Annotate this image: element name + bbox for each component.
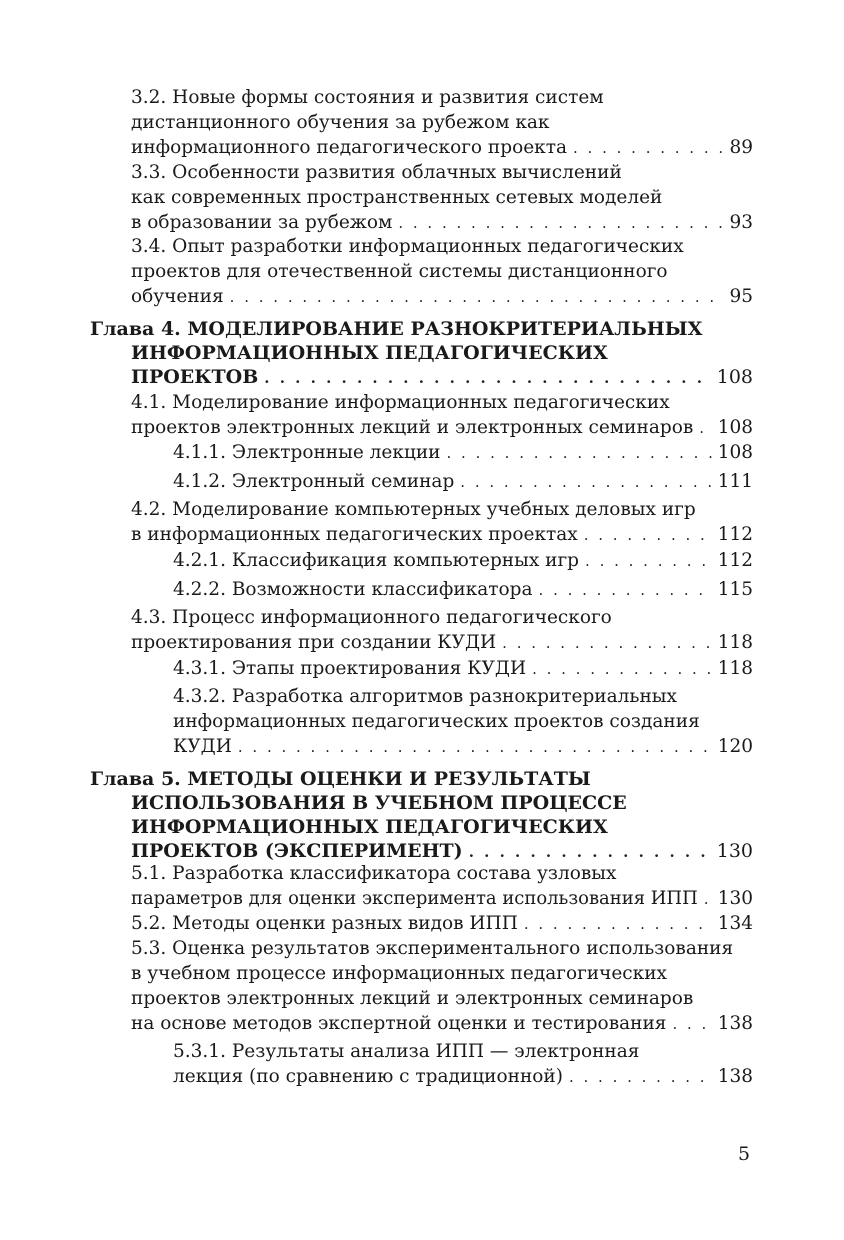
toc-chapter-5: [90, 767, 753, 863]
dot-leader: [460, 470, 713, 495]
chapter-title: ПРОЕКТОВ (ЭКСПЕРИМЕНТ): [131, 840, 463, 862]
toc-entry-4-2-1: [173, 548, 753, 573]
dot-leader: [585, 549, 714, 574]
chapter-title: Глава 4. МОДЕЛИРОВАНИЕ РАЗНОКРИТЕРИАЛЬНЫХ: [90, 318, 703, 340]
toc-entry-text: 4.1.1. Электронные лекции: [173, 442, 441, 463]
chapter-title: ИНФОРМАЦИОННЫХ ПЕДАГОГИЧЕСКИХ: [131, 816, 608, 838]
toc-entry-text: дистанционного обучения за рубежом как: [131, 112, 550, 133]
toc-entry-5-3-1: [173, 1039, 753, 1089]
toc-entry-4-1-1: [173, 440, 753, 465]
dot-leader: [447, 441, 714, 466]
toc-page-number: 118: [717, 632, 753, 653]
toc-entry-text: 5.2. Методы оценки разных видов ИПП: [131, 913, 518, 934]
toc-page-number: 93: [729, 212, 753, 233]
toc-entry-text: 4.3. Процесс информационного педагогического: [131, 607, 612, 628]
dot-leader: [264, 366, 712, 390]
toc-page-number: 118: [717, 658, 753, 679]
dot-leader: [539, 578, 714, 603]
dot-leader: [524, 912, 714, 937]
toc-entry-text: обучения: [131, 286, 224, 307]
toc-page-number: 138: [717, 1066, 753, 1087]
toc-entry-text: 4.2.1. Классификация компьютерных игр: [173, 550, 580, 571]
toc-page-number: 138: [717, 1013, 753, 1034]
dot-leader: [584, 523, 714, 548]
toc-entry-text: в информационных педагогических проектах: [131, 524, 578, 545]
toc-page-number: 134: [717, 913, 753, 934]
toc-entry-text: КУДИ: [173, 736, 232, 757]
dot-leader: [230, 285, 726, 310]
chapter-title: ИСПОЛЬЗОВАНИЯ В УЧЕБНОМ ПРОЦЕССЕ: [131, 792, 627, 814]
toc-entry-text: проектов электронных лекций и электронных семинаров: [131, 417, 694, 438]
toc-page-number: 108: [717, 442, 753, 463]
page-number: 5: [738, 1143, 751, 1165]
chapter-title: ИНФОРМАЦИОННЫХ ПЕДАГОГИЧЕСКИХ: [131, 342, 608, 364]
toc-entry-4-3: [131, 605, 753, 655]
toc-page-number: 115: [717, 579, 753, 600]
toc-entry-text: проектов для отечественной системы дистанционного: [131, 261, 668, 282]
toc-page-number: 111: [717, 471, 753, 492]
dot-leader: [699, 416, 713, 441]
toc-entry-3-2: [131, 85, 753, 160]
toc-entry-text: проектов электронных лекций и электронных семинаров: [131, 988, 694, 1009]
toc-entry-text: 5.3.1. Результаты анализа ИПП — электронная: [173, 1041, 640, 1062]
dot-leader: [704, 887, 714, 912]
toc-page-number: 130: [716, 840, 753, 862]
toc-entry-text: параметров для оценки эксперимента использования ИПП: [131, 888, 698, 909]
toc-entry-text: 4.3.2. Разработка алгоритмов разнокритериальных: [173, 686, 677, 707]
toc-entry-text: 4.2. Моделирование компьютерных учебных деловых игр: [131, 499, 696, 520]
dot-leader: [569, 1065, 714, 1090]
toc-entry-text: 5.3. Оценка результатов экспериментального использования: [131, 938, 734, 959]
toc-entry-4-1: [131, 390, 753, 440]
dot-leader: [502, 631, 714, 656]
chapter-title: Глава 5. МЕТОДЫ ОЦЕНКИ И РЕЗУЛЬТАТЫ: [90, 768, 591, 790]
toc-page-number: 112: [717, 550, 753, 571]
dot-leader: [672, 1012, 713, 1037]
toc-entry-text: информационного педагогического проекта: [131, 137, 568, 158]
toc-entry-text: информационных педагогических проектов создания: [173, 711, 700, 732]
toc-entry-3-4: [131, 234, 753, 309]
dot-leader: [532, 657, 714, 682]
toc-entry-4-3-2: [173, 684, 753, 759]
toc-entry-4-2-2: [173, 577, 753, 602]
toc-page-number: 130: [717, 888, 753, 909]
toc-entry-4-1-2: [173, 469, 753, 494]
toc-entry-text: 4.1. Моделирование информационных педагогических: [131, 392, 670, 413]
toc-entry-text: на основе методов экспертной оценки и тестирования: [131, 1013, 667, 1034]
toc-page-number: 112: [717, 524, 753, 545]
dot-leader: [238, 735, 714, 760]
toc-entry-text: в образовании за рубежом: [131, 212, 393, 233]
toc-entry-text: в учебном процессе информационных педагогических: [131, 963, 667, 984]
toc-page-number: 108: [716, 366, 753, 388]
toc-chapter-4: [90, 317, 753, 389]
toc-entry-text: 4.1.2. Электронный семинар: [173, 471, 455, 492]
toc-page-number: 108: [717, 417, 753, 438]
toc-entry-text: проектирования при создании КУДИ: [131, 632, 497, 653]
toc-entry-4-3-1: [173, 656, 753, 681]
toc-page-number: 95: [729, 286, 753, 307]
dot-leader: [398, 211, 725, 236]
toc-page-number: 120: [717, 736, 753, 757]
toc-entry-text: 3.3. Особенности развития облачных вычислений: [131, 162, 622, 183]
chapter-title: ПРОЕКТОВ: [131, 366, 259, 388]
toc-entry-text: как современных пространственных сетевых моделей: [131, 187, 663, 208]
toc-entry-text: 4.3.1. Этапы проектирования КУДИ: [173, 658, 527, 679]
toc-entry-text: лекция (по сравнению с традиционной): [173, 1066, 563, 1087]
toc-entry-5-1: [131, 861, 753, 911]
toc-entry-text: 3.2. Новые формы состояния и развития систем: [131, 87, 604, 108]
toc-entry-3-3: [131, 160, 753, 235]
dot-leader: [573, 136, 725, 161]
toc-entry-text: 4.2.2. Возможности классификатора: [173, 579, 533, 600]
toc-page-number: 89: [729, 137, 753, 158]
toc-entry-5-2: [131, 911, 753, 936]
toc-entry-5-3: [131, 936, 753, 1036]
toc-entry-text: 3.4. Опыт разработки информационных педагогических: [131, 236, 684, 257]
toc-entry-text: 5.1. Разработка классификатора состава узловых: [131, 863, 617, 884]
toc-entry-4-2: [131, 497, 753, 547]
